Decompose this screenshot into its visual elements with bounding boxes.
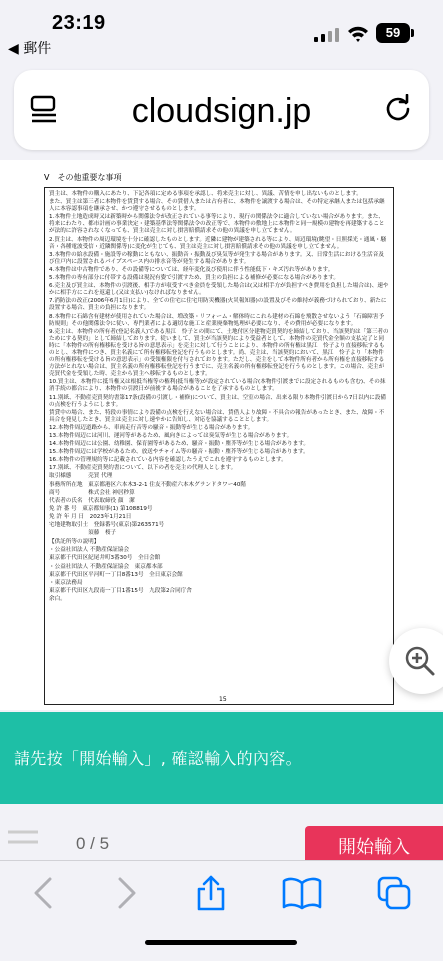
guarantee-info — [49, 539, 389, 603]
terms-paragraph: 2.買主は、本物件の周辺環境を十分に確認したものとします。近隣に建物が建築される等により、周辺環境(眺望・日照採光・通風・騒音・各種電波受信・近隣関係等)に変化が生じても、買主は売主に対し損害賠償請求その他の異議を申し立てません。 — [49, 236, 387, 250]
guarantee-info-line: ・東京法務局 — [49, 579, 83, 586]
terms-paragraph: 11.別紙、不動産売買契約書第17条(設備の引渡し・補修)について、買主は、空室の場合、出来る限り本物件引渡日から7日以内に設備の点検を行うようにします。 — [49, 394, 386, 408]
guarantee-info-line: 東京都千代田区九段南一丁目1番15号 九段第2合同庁舎 — [49, 587, 192, 594]
share-icon[interactable] — [193, 875, 229, 911]
battery-icon: 59 — [376, 23, 410, 43]
document-viewer[interactable] — [0, 160, 443, 710]
terms-paragraph: 15.本物件周辺には学校があるため、放送やチャイム等の騒音・振動・塵芥等が生じる場合があります。 — [49, 449, 309, 456]
terms-paragraph: 13.本物件周辺には河川、運河等があるため、風向きによっては臭気等が生じる場合があります。 — [49, 433, 293, 439]
terms-paragraph: 賃貸中の場合、また、特段の事情により設備の点検を行えない場合は、賃借人より故障・不具合の報告があったとき、また、故障・不具合を発見したとき、買主は売主に対し速やかに告知し、対応を協議することとします。 — [49, 409, 385, 423]
zoom-in-icon — [403, 644, 437, 678]
guarantee-info-line: ・公益社団法人 不動産保証協会 — [49, 547, 130, 554]
instruction-text: 請先按「開始輸入」, 確認輸入的內容。 — [14, 749, 302, 768]
terms-paragraph: 16.本物件の管理規約等に記載されている内容を確認したうえでこれを遵守するものとします。 — [49, 457, 287, 464]
agent-info-line: 取引様態 売買 代理 — [49, 473, 113, 480]
guarantee-info-line: 東京都千代田区紀尾井町3番30号 全日会館 — [49, 555, 161, 562]
terms-paragraph: 8.本物件に石綿含有建材が使用されていた場合は、増改築・リフォーム・解体時にこれら建材の石綿を飛散させないよう「石綿障害予防規則」その他関係法令に従い、専門業者による適切な施工と産業廃棄物処理が必要になり、その費用が必要になります。 — [49, 313, 385, 327]
home-indicator — [145, 940, 297, 945]
terms-paragraph: 10.買主は、本物件に抵当権又は根抵当権等の権利(抵当権等)が設定されている場合(本物件引渡までに設定されるものも含む)、その抹消手続の都合により、本物件の引渡日が前後する場合があることを了承するものとします。 — [49, 379, 386, 393]
terms-paragraph: 3.本物件の給水設備・施設等の稼動にともない、振動音・振動及び臭気等が発生する場合があります。又、日常生活における生活音及び住戸内に設置されるパイプスペース内の排水音等が発生する場合があります。 — [49, 251, 384, 265]
terms-paragraph: 買主は、本物件の購入にあたり、下記各項に定める事項を承認し、将来売主に対し、異議、苦情を申し出ないものとします。 — [49, 191, 362, 197]
guarantee-info-line: 東京都千代田区平河町一丁目8番13号 全日東京会館 — [49, 571, 183, 578]
section-heading: V その他重要な事項 — [44, 173, 122, 182]
terms-paragraph: 5.本物件の専有部分に付帯する設備は現況有姿で引渡すため、買主の負担による補修が必要になる場合があります。 — [49, 275, 339, 282]
url-domain[interactable]: cloudsign.jp — [131, 92, 312, 130]
browser-toolbar — [0, 860, 443, 961]
agent-info-line: 免 許 番 号 東京都知事(1) 第108819号 — [49, 505, 153, 512]
tabs-icon[interactable] — [376, 875, 412, 911]
terms-paragraph: 6.売主及び買主は、本物件の引渡後、相手方が収受すべき金員を受領した場合は(又は相手方が負担すべき費用を負担した場合は)、速やかに相手方にこれを返還し(又は支払い)なければなりません。 — [49, 283, 389, 297]
instruction-banner — [0, 712, 443, 804]
status-time: 23:19 — [52, 12, 106, 34]
forward-chevron-icon[interactable] — [108, 875, 144, 911]
agent-info-line: 代表者の氏名 代表取締役 顔 潔 — [49, 497, 135, 504]
agent-info-line: 宅地建物取引士 登録番号(東京)第263571号 — [49, 522, 165, 529]
input-progress-count: 0 / 5 — [76, 834, 110, 853]
agent-info-line: 須藤 桜子 — [49, 530, 117, 537]
guarantee-info-line: ・公益社団法人 不動産保証協会 東京都本部 — [49, 563, 163, 570]
terms-paragraph: 4.本物件は中古物件であり、その設備等については、経年変化及び使用に伴う性能低下・キズ汚れ等があります。 — [49, 266, 334, 273]
back-chevron-icon[interactable] — [26, 875, 62, 911]
start-input-button[interactable]: 開始輸入 — [305, 826, 443, 876]
reload-icon[interactable] — [383, 94, 413, 124]
page-number: 15 — [219, 696, 227, 703]
terms-paragraph: 1.本物件土地造成時又は新築時から関係法令が改正されている事等により、現行の関係法令に適合していない場合があります。また、将来にわたり、都市計画の事業決定・建築基準法等関係法令の改正等で、本物件の敷地上に本物件と同一規模の建物を再建築することが法的に許容されなくなっても、買主は売主に対し損害賠償請求その他の異議を申し立てません。 — [49, 214, 385, 235]
terms-paragraph: 17.別紙、不動産売買契約書について、以下の者を売主の代理人とします。 — [49, 465, 237, 472]
document-page — [44, 172, 394, 705]
terms-paragraph: 9.売主は、本物件の所有者(登記名義人)である黒江 怜子との間にて、土地付区分建物売買契約を締結しており、当該契約は「第三者のためにする契約」として締結しております。従いまして、買主が当該契約により受益者として、本物件の売買代金全額の支払完了と同時に「本物件の所有権移転を受ける旨の意思表示」を売主に対して行うことにより、本物件の所有権は黒江 怜子より直接移転するものとし、本物件につき、買主名義にて所有権移転登記を行うものとします。尚、売主は、当該契約において、黒江 怜子より「本物件の所有権移転を受ける旨の意思表示」の受領権限を付与されております。ただし、売主をして本物件所有者から所有権を直接移転する方法がとれない場合は、買主名義の所有権移転登記を行うまでに、売主名義の所有権移転登記を行うものとします。この場合、売主が売買代金を受領した時、売主から買主へ移転するものとします。 — [49, 328, 389, 378]
input-bar — [0, 804, 443, 860]
status-bar — [0, 0, 443, 64]
terms-paragraph: 7.消防法の改正(2006年6月1日)により、全ての住宅に住宅用防災機器(火災報知器)の設置及びその維持が義務づけられており、新たに設置する場合、買主の負担になります。 — [49, 298, 387, 312]
bookmarks-icon[interactable] — [282, 875, 322, 911]
back-to-app-link[interactable]: ◀ 郵件 — [8, 41, 52, 57]
cellular-signal-icon — [314, 28, 340, 42]
terms-paragraph: 12.本物件周辺道路から、車両走行音等の騒音・振動等が生じる場合があります。 — [49, 424, 254, 431]
agent-info-line: 事務所所在地 東京都港区六本木3-2-1 住友不動産六本木グランドタワー40階 — [49, 481, 247, 488]
terms-paragraphs — [49, 191, 389, 472]
agent-info-line: 免 許 年 月 日 2023年1月21日 — [49, 513, 132, 520]
menu-icon[interactable] — [6, 828, 40, 850]
terms-box — [44, 187, 394, 705]
terms-paragraph: また、買主は第三者に本物件を賃貸する場合、その賃借人または占有者に、本物件を譲渡する場合は、その特定承継人または包括承継人に本容認事項を継承させ、かつ遵守させるものとします。 — [49, 199, 385, 213]
guarantee-info-line: 【供託所等の説明】 — [49, 539, 100, 546]
address-bar[interactable] — [14, 70, 429, 150]
agent-info-line: 商号 株式会社 神居秒算 — [49, 489, 135, 496]
wifi-icon — [347, 24, 369, 44]
terms-paragraph: 14.本物件周辺には公園、幼稚園、保育園等があるため、騒音・振動・塵芥等が生じる場合があります。 — [49, 441, 309, 448]
agent-info — [49, 473, 389, 537]
guarantee-info-line: 余白。 — [49, 595, 66, 602]
